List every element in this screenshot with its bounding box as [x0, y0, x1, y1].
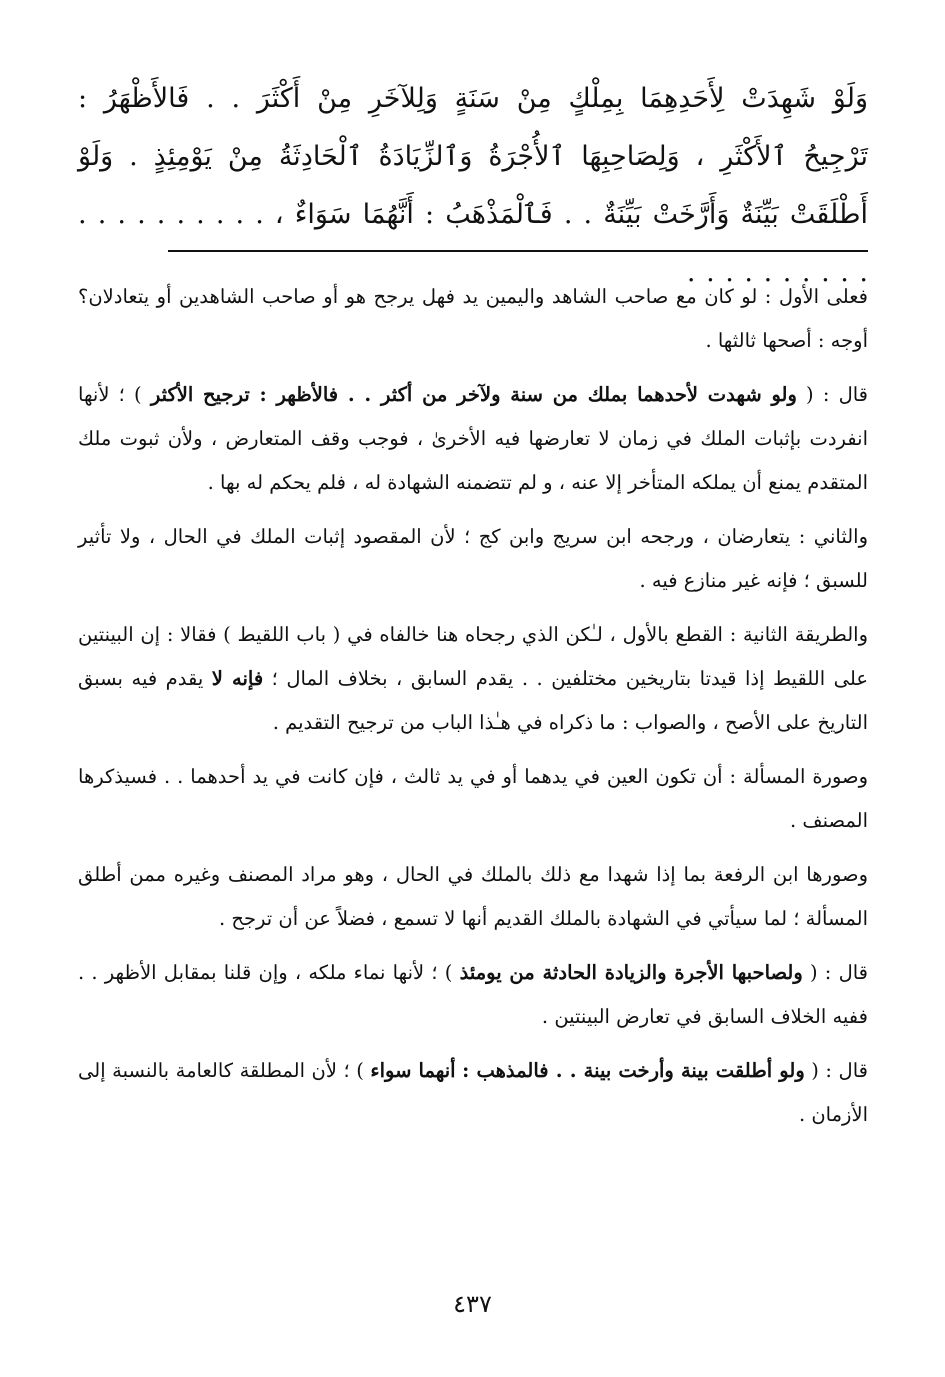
paragraph-text: والطريقة الثانية : القطع بالأول ، لـٰكن الذي رجحاه هنا خالفاه في ( باب اللقيط ) فقالا : إن البينتين على اللقيط إذا قيدتا بتاريخين مختلفين . . يقدم السابق ، بخلاف المال ؛: [78, 623, 868, 690]
qal-label: قال : (: [811, 1059, 868, 1082]
quoted-matn: ولصاحبها الأجرة والزيادة الحادثة من يومئذ: [459, 961, 803, 984]
paragraph-5: [78, 755, 868, 843]
matn-text: وَلَوْ شَهِدَتْ لِأَحَدِهِمَا بِمِلْكٍ مِنْ سَنَةٍ وَلِلآخَرِ مِنْ أَكْثَرَ . . فَالأَظْهَرُ : تَرْجِيحُ ٱلأَكْثَرِ ، وَلِصَاحِبِهَا ٱلأُجْرَةُ وَٱلزِّيَادَةُ ٱلْحَادِثَةُ مِنْ يَوْمِئِذٍ . وَلَوْ أَطْلَقَتْ بَيِّنَةٌ وَأَرَّخَتْ بَيِّنَةٌ . . فَٱلْمَذْهَبُ : أَنَّهُمَا سَوَاءٌ ، . . . . . . . . . . . . . . . . . . . .: [78, 83, 868, 288]
paragraph-1: [78, 275, 868, 363]
commentary: [78, 275, 868, 1147]
paragraph-text: والثاني : يتعارضان ، ورجحه ابن سريج وابن كج ؛ لأن المقصود إثبات الملك في الحال ، ولا تأثير للسبق ؛ فإنه غير منازع فيه .: [78, 525, 868, 592]
qal-label: قال : (: [810, 961, 869, 984]
paragraph-3: [78, 515, 868, 603]
quoted-matn: ولو أطلقت بينة وأرخت بينة . . فالمذهب :: [462, 1059, 805, 1082]
quoted-matn: أنهما سواء: [370, 1059, 456, 1082]
quoted-matn: ولو شهدت لأحدهما بملك من سنة ولآخر من أكثر . . فالأظهر : ترجيح الأكثر: [150, 383, 797, 406]
bold-phrase: فإنه لا: [211, 667, 264, 690]
paragraph-6: [78, 853, 868, 941]
paragraph-text: يقدم فيه بسبق التاريخ على الأصح ، والصواب : ما ذكراه في هـٰذا الباب من ترجيح التقديم .: [78, 667, 868, 734]
paragraph-8: [78, 1049, 868, 1137]
paragraph-text: وصورة المسألة : أن تكون العين في يدهما أو في يد ثالث ، فإن كانت في يد أحدهما . . فسيذكرها المصنف .: [78, 765, 868, 832]
separator-rule: [168, 250, 868, 252]
paragraph-7: [78, 951, 868, 1039]
paragraph-text: ) ؛ لأنها انفردت بإثبات الملك في زمان لا تعارضها فيه الأخرىٰ ، فوجب وقف المتعارض ، ولأن ثبوت ملك المتقدم يمنع أن يملكه المتأخر إلا عنه ، و لم تتضمنه الشهادة له ، فلم يحكم له بها .: [78, 383, 868, 494]
paragraph-4: [78, 613, 868, 745]
qal-label: قال : (: [806, 383, 868, 406]
page: [78, 70, 869, 1126]
paragraph-text: فعلى الأول : لو كان مع صاحب الشاهد واليمين يد فهل يرجح هو أو صاحب الشاهدين أو يتعادلان؟ أوجه : أصحها ثالثها .: [78, 285, 868, 352]
paragraph-text: ) ؛ لأن المطلقة كالعامة بالنسبة إلى الأزمان .: [78, 1059, 868, 1126]
paragraph-text: وصورها ابن الرفعة بما إذا شهدا مع ذلك بالملك في الحال ، وهو مراد المصنف وغيره ممن أطلق المسألة ؛ لما سيأتي في الشهادة بالملك القديم أنها لا تسمع ، فضلاً عن أن ترجح .: [78, 863, 868, 930]
paragraph-text: ) ؛ لأنها نماء ملكه ، وإن قلنا بمقابل الأظهر . . ففيه الخلاف السابق في تعارض البينتين .: [78, 961, 868, 1028]
page-number: ٤٣٧: [453, 1290, 492, 1318]
paragraph-2: [78, 373, 868, 505]
